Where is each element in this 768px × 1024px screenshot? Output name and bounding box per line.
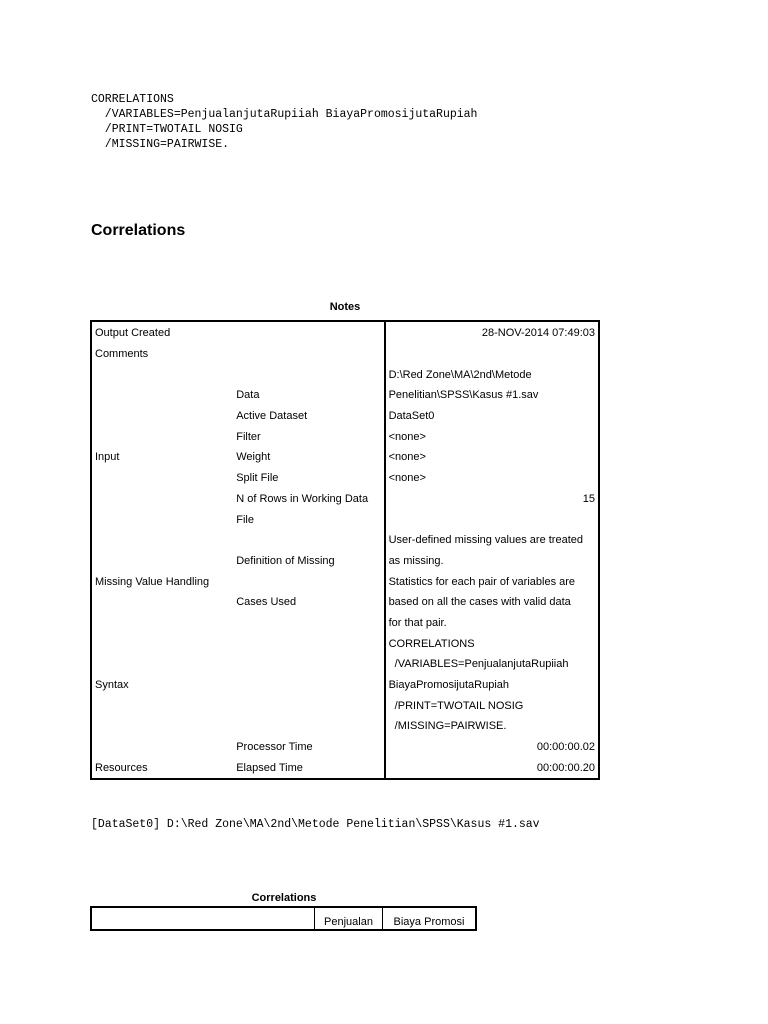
notes-cell-c2 <box>233 530 384 551</box>
notes-row <box>91 447 599 468</box>
notes-cell-c3: Statistics for each pair of variables are <box>385 571 599 592</box>
notes-cell-c1: Input <box>95 451 120 464</box>
notes-row <box>91 489 599 510</box>
notes-cell-c1 <box>91 509 233 530</box>
notes-cell-c2 <box>233 571 384 592</box>
notes-cell-c2: File <box>236 513 254 526</box>
notes-cell-c3: Penelitian\SPSS\Kasus #1.sav <box>385 385 599 406</box>
notes-cell-c3: /PRINT=TWOTAIL NOSIG <box>385 695 599 716</box>
notes-cell-c2: Active Dataset <box>236 410 308 423</box>
notes-row <box>91 509 599 530</box>
notes-cell-c3: 00:00:00.02 <box>385 737 599 758</box>
notes-cell-c2: Elapsed Time <box>236 761 303 774</box>
notes-cell-c3: 00:00:00.20 <box>385 757 599 779</box>
notes-row <box>91 364 599 385</box>
correlations-header-row <box>91 907 476 930</box>
notes-row <box>91 385 599 406</box>
notes-cell-c3 <box>385 344 599 365</box>
notes-cell-c1 <box>91 551 233 572</box>
notes-cell-c2 <box>233 675 384 696</box>
page-heading: Correlations <box>91 222 186 239</box>
notes-cell-c1 <box>91 406 233 427</box>
notes-cell-c1 <box>91 737 233 758</box>
notes-cell-c1 <box>91 613 233 634</box>
notes-cell-c3: CORRELATIONS <box>385 633 599 654</box>
notes-cell-c1: Syntax <box>95 679 129 692</box>
correlations-table-title: Correlations <box>251 892 317 904</box>
notes-cell-c3: for that pair. <box>385 613 599 634</box>
notes-cell-c1 <box>91 364 233 385</box>
notes-cell-c1 <box>91 489 233 510</box>
notes-cell-c2: Cases Used <box>236 596 297 609</box>
notes-row <box>91 613 599 634</box>
notes-cell-c1 <box>91 530 233 551</box>
notes-cell-c2: Split File <box>236 472 279 485</box>
syntax-line: /MISSING=PAIRWISE. <box>91 138 230 151</box>
notes-cell-c3: <none> <box>385 426 599 447</box>
notes-cell-c2: Processor Time <box>236 741 313 754</box>
notes-cell-c3: D:\Red Zone\MA\2nd\Metode <box>385 364 599 385</box>
notes-cell-c3: BiayaPromosijutaRupiah <box>385 675 599 696</box>
notes-row <box>91 344 599 365</box>
notes-cell-c2 <box>233 633 384 654</box>
notes-cell-c2: Weight <box>236 451 271 464</box>
syntax-line: CORRELATIONS <box>91 93 174 106</box>
notes-cell-c3: DataSet0 <box>385 406 599 427</box>
notes-cell-c2 <box>233 613 384 634</box>
notes-cell-c3: <none> <box>385 447 599 468</box>
notes-row <box>91 654 599 675</box>
syntax-line: /PRINT=TWOTAIL NOSIG <box>91 123 243 136</box>
notes-cell-c1: Output Created <box>95 327 171 340</box>
notes-cell-c1 <box>91 426 233 447</box>
notes-cell-c2: Filter <box>236 430 261 443</box>
notes-cell-c2: N of Rows in Working Data <box>236 492 369 505</box>
notes-cell-c2 <box>233 716 384 737</box>
notes-cell-c1: Resources <box>95 761 148 774</box>
notes-cell-c1: Missing Value Handling <box>95 575 210 588</box>
correlations-header-blank <box>91 907 315 930</box>
notes-cell-c3: as missing. <box>385 551 599 572</box>
notes-cell-c3: User-defined missing values are treated <box>385 530 599 551</box>
notes-table-title: Notes <box>329 301 361 313</box>
correlations-header-biaya-promosi: Biaya Promosi <box>383 907 477 930</box>
notes-cell-c3: 15 <box>385 489 599 510</box>
notes-row <box>91 633 599 654</box>
notes-cell-c2 <box>233 344 384 365</box>
notes-row <box>91 530 599 551</box>
notes-cell-c1 <box>91 654 233 675</box>
notes-cell-c2: Definition of Missing <box>236 554 335 567</box>
notes-row <box>91 675 599 696</box>
syntax-line: /VARIABLES=PenjualanjutaRupiiah BiayaPromosijutaRupiah <box>91 108 478 121</box>
notes-row <box>91 406 599 427</box>
notes-cell-c1 <box>91 695 233 716</box>
notes-cell-c2 <box>233 654 384 675</box>
notes-cell-c1 <box>91 633 233 654</box>
notes-row <box>91 716 599 737</box>
notes-row <box>91 321 599 344</box>
notes-cell-c1 <box>91 592 233 613</box>
notes-cell-c3 <box>385 509 599 530</box>
notes-cell-c3: /VARIABLES=PenjualanjutaRupiiah <box>385 654 599 675</box>
notes-cell-c3: <none> <box>385 468 599 489</box>
notes-row <box>91 737 599 758</box>
notes-row <box>91 571 599 592</box>
correlations-table <box>90 906 477 931</box>
syntax-block <box>91 92 477 152</box>
notes-row <box>91 695 599 716</box>
correlations-header-penjualan: Penjualan <box>315 907 383 930</box>
notes-cell-c3: /MISSING=PAIRWISE. <box>385 716 599 737</box>
notes-table <box>90 320 600 780</box>
notes-cell-c2: Data <box>236 389 260 402</box>
notes-cell-c1: Comments <box>95 348 149 361</box>
notes-cell-c1 <box>91 716 233 737</box>
notes-row <box>91 757 599 779</box>
dataset-path-line: [DataSet0] D:\Red Zone\MA\2nd\Metode Penelitian\SPSS\Kasus #1.sav <box>91 818 540 831</box>
notes-cell-c2 <box>233 364 384 385</box>
notes-cell-c2 <box>233 321 384 344</box>
notes-row <box>91 592 599 613</box>
notes-row <box>91 468 599 489</box>
notes-cell-c1 <box>91 385 233 406</box>
notes-row <box>91 426 599 447</box>
notes-cell-c1 <box>91 468 233 489</box>
notes-cell-c3: 28-NOV-2014 07:49:03 <box>385 321 599 344</box>
notes-cell-c2 <box>233 695 384 716</box>
notes-row <box>91 551 599 572</box>
notes-cell-c3: based on all the cases with valid data <box>385 592 599 613</box>
